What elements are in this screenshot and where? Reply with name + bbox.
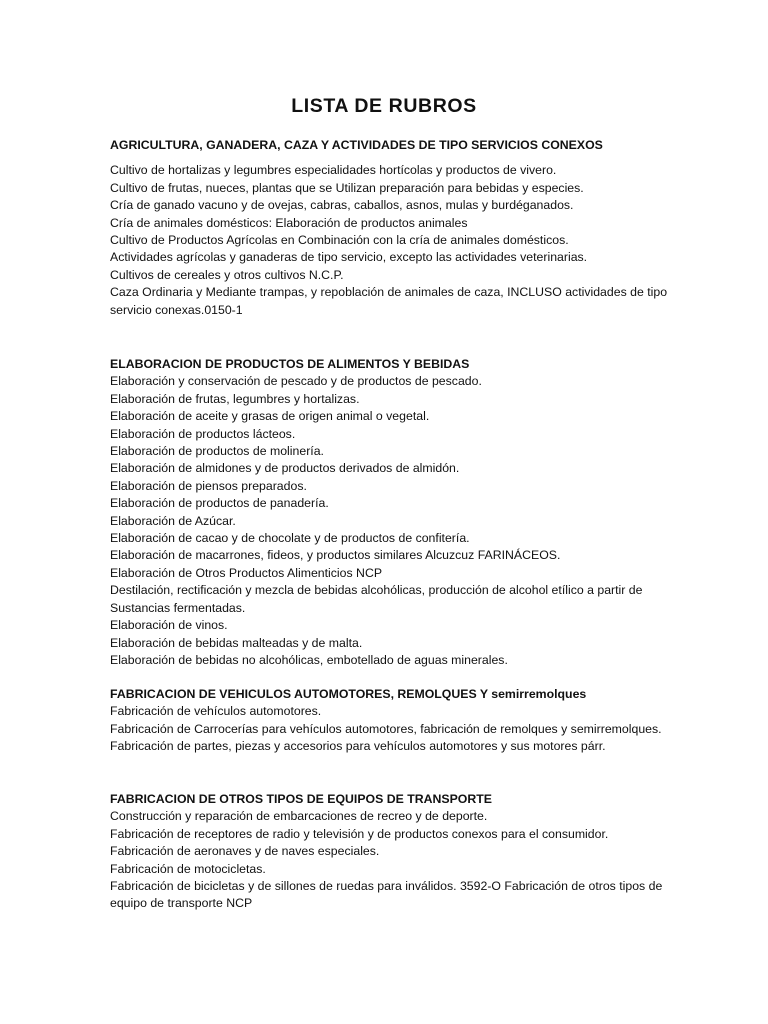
list-item: Elaboración de frutas, legumbres y hortalizas. [110, 391, 360, 406]
list-item: Fabricación de receptores de radio y televisión y de productos conexos para el consumidor. [110, 826, 609, 841]
list-item: Fabricación de vehículos automotores. [110, 704, 322, 719]
list-item: Cultivo de frutas, nueces, plantas que se Utilizan preparación para bebidas y especies. [110, 180, 584, 195]
list-item: Construcción y reparación de embarcaciones de recreo y de deporte. [110, 809, 488, 824]
list-item: Destilación, rectificación y mezcla de bebidas alcohólicas, producción de alcohol etílico a partir de Sustancias fermentadas. [110, 583, 643, 615]
list-item: Elaboración de cacao y de chocolate y de productos de confitería. [110, 531, 470, 546]
list-item: Fabricación de aeronaves y de naves especiales. [110, 844, 380, 859]
list-item: Elaboración de productos de panadería. [110, 496, 329, 511]
list-item: Elaboración de Azúcar. [110, 513, 236, 528]
section-alimentos-bebidas [110, 356, 670, 669]
list-item: Elaboración de almidones y de productos derivados de almidón. [110, 461, 460, 476]
list-item: Cría de ganado vacuno y de ovejas, cabras, caballos, asnos, mulas y burdéganados. [110, 198, 574, 213]
list-item: Elaboración de bebidas no alcohólicas, embotellado de aguas minerales. [110, 652, 508, 667]
list-item: Elaboración de Otros Productos Alimenticios NCP [110, 565, 383, 580]
list-item: Elaboración de bebidas malteadas y de malta. [110, 635, 363, 650]
list-item: Fabricación de Carrocerías para vehículos automotores, fabricación de remolques y semirremolques. [110, 721, 662, 736]
section-vehiculos-automotores [110, 686, 670, 756]
list-item: Caza Ordinaria y Mediante trampas, y repoblación de animales de caza, INCLUSO actividades de tipo servicio conexas.0150-1 [110, 285, 668, 317]
list-item: Elaboración de piensos preparados. [110, 478, 307, 493]
list-item: Fabricación de motocicletas. [110, 861, 266, 876]
section-heading: FABRICACION DE VEHICULOS AUTOMOTORES, REMOLQUES Y semirremolques [110, 687, 587, 701]
list-item: Elaboración de productos lácteos. [110, 426, 296, 441]
list-item: Elaboración y conservación de pescado y de productos de pescado. [110, 374, 482, 389]
section-agricultura [110, 137, 670, 319]
document-title: LISTA DE RUBROS [291, 95, 477, 117]
list-item: Cultivo de hortalizas y legumbres especialidades hortícolas y productos de vivero. [110, 163, 557, 178]
section-heading: AGRICULTURA, GANADERA, CAZA Y ACTIVIDADES DE TIPO SERVICIOS CONEXOS [110, 138, 603, 152]
list-item: Fabricación de partes, piezas y accesorios para vehículos automotores y sus motores párr. [110, 739, 606, 754]
list-item: Cultivo de Productos Agrícolas en Combinación con la cría de animales domésticos. [110, 233, 569, 248]
list-item: Actividades agrícolas y ganaderas de tipo servicio, excepto las actividades veterinarias. [110, 250, 588, 265]
list-item: Fabricación de bicicletas y de sillones de ruedas para inválidos. 3592-O Fabricación de otros tipos de equipo de transporte NCP [110, 879, 663, 911]
list-item: Elaboración de productos de molinería. [110, 444, 324, 459]
list-item: Cultivos de cereales y otros cultivos N.C.P. [110, 267, 344, 282]
list-item: Elaboración de aceite y grasas de origen animal o vegetal. [110, 409, 430, 424]
list-item: Elaboración de vinos. [110, 618, 228, 633]
section-heading: ELABORACION DE PRODUCTOS DE ALIMENTOS Y BEBIDAS [110, 357, 470, 371]
section-heading: FABRICACION DE OTROS TIPOS DE EQUIPOS DE TRANSPORTE [110, 792, 492, 806]
list-item: Elaboración de macarrones, fideos, y productos similares Alcuzcuz FARINÁCEOS. [110, 548, 561, 563]
list-item: Cría de animales domésticos: Elaboración de productos animales [110, 215, 468, 230]
section-equipos-transporte [110, 791, 670, 913]
